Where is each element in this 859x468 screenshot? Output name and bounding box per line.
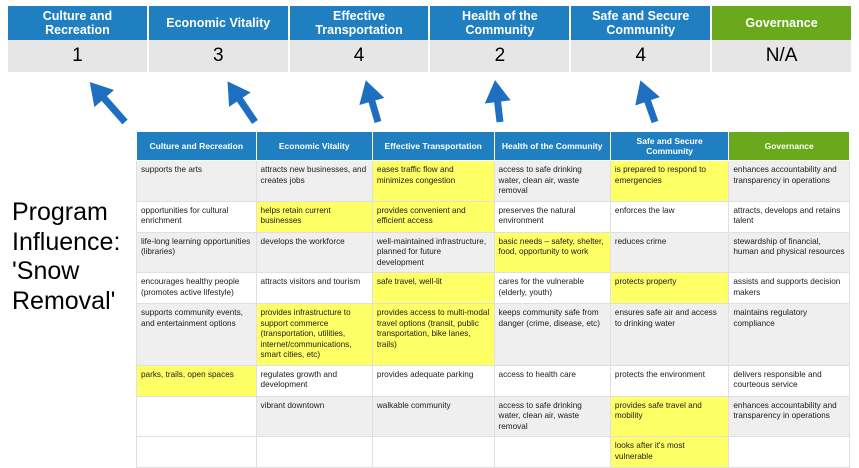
matrix-cell-r1-c1: helps retain current businesses [256,201,372,232]
scorecard-header-2: Effective Transportation [290,6,431,40]
upward-arrow-head-4 [482,78,510,103]
matrix-cell-r1-c2: provides convenient and efficient access [372,201,494,232]
scorecard-header-0: Culture and Recreation [8,6,149,40]
matrix-col-header-4: Safe and Secure Community [610,132,728,161]
matrix-col-header-2: Effective Transportation [372,132,494,161]
scorecard-score-3: 2 [430,40,571,72]
matrix-header-row [137,132,850,161]
matrix-cell-r2-c4: reduces crime [610,232,728,273]
matrix-head [137,132,850,161]
matrix-cell-r2-c2: well-maintained infrastructure, planned for future development [372,232,494,273]
matrix-cell-r4-c3: keeps community safe from danger (crime, disease, etc) [494,304,610,366]
outcomes-matrix [136,131,850,468]
matrix-cell-r0-c3: access to safe drinking water, clean air, waste removal [494,161,610,202]
matrix-cell-r4-c0: supports community events, and entertainment options [137,304,257,366]
matrix-cell-r1-c4: enforces the law [610,201,728,232]
table-row [137,437,850,468]
matrix-cell-r4-c1: provides infrastructure to support commerce (transportation, utilities, internet/communications, smart cities, etc) [256,304,372,366]
matrix-cell-r3-c4: protects property [610,273,728,304]
matrix-cell-r6-c0 [137,396,257,437]
matrix-cell-r5-c3: access to health care [494,365,610,396]
matrix-cell-r2-c0: life-long learning opportunities (libraries) [137,232,257,273]
matrix-cell-r5-c4: protects the environment [610,365,728,396]
matrix-col-header-3: Health of the Community [494,132,610,161]
table-row [137,304,850,366]
matrix-cell-r7-c4: looks after it's most vulnerable [610,437,728,468]
matrix-col-header-1: Economic Vitality [256,132,372,161]
scorecard-score-4: 4 [571,40,712,72]
matrix-cell-r0-c2: eases traffic flow and minimizes congestion [372,161,494,202]
matrix-cell-r2-c3: basic needs – safety, shelter, food, opportunity to work [494,232,610,273]
scorecard-score-row [8,40,851,72]
scorecard-header-3: Health of the Community [430,6,571,40]
matrix-cell-r3-c5: assists and supports decision makers [729,273,850,304]
matrix-cell-r2-c5: stewardship of financial, human and physical resources [729,232,850,273]
matrix-cell-r6-c4: provides safe travel and mobility [610,396,728,437]
scorecard-header-row [8,6,851,40]
matrix-cell-r0-c0: supports the arts [137,161,257,202]
scorecard-header-1: Economic Vitality [149,6,290,40]
matrix-cell-r5-c0: parks, trails, open spaces [137,365,257,396]
matrix-cell-r5-c5: delivers responsible and courteous service [729,365,850,396]
matrix-cell-r3-c2: safe travel, well-lit [372,273,494,304]
scorecard-score-5: N/A [765,45,798,66]
matrix-cell-r1-c0: opportunities for cultural enrichment [137,201,257,232]
matrix-cell-r6-c2: walkable community [372,396,494,437]
scorecard-strip [8,6,851,72]
matrix-cell-r3-c3: cares for the vulnerable (elderly, youth) [494,273,610,304]
matrix-cell-r7-c5 [729,437,850,468]
matrix-col-header-0: Culture and Recreation [137,132,257,161]
arrow-layer [0,72,859,132]
upward-arrow-head-5 [628,76,660,105]
table-row [137,396,850,437]
matrix-cell-r1-c5: attracts, develops and retains talent [729,201,850,232]
upward-arrow-head-3 [353,77,384,105]
matrix-cell-r4-c2: provides access to multi-modal travel options (transit, public transportation, bike lanes, trails) [372,304,494,366]
scorecard-score-2: 4 [290,40,431,72]
outcomes-table [136,131,850,468]
matrix-cell-r3-c0: encourages healthy people (promotes active lifestyle) [137,273,257,304]
matrix-cell-r7-c0 [137,437,257,468]
matrix-cell-r7-c2 [372,437,494,468]
matrix-cell-r0-c5: enhances accountability and transparency in operations [729,161,850,202]
matrix-cell-r6-c3: access to safe drinking water, clean air, waste removal [494,396,610,437]
scorecard-score-1: 3 [149,40,290,72]
scorecard-score-0: 1 [8,40,149,72]
matrix-cell-r5-c1: regulates growth and development [256,365,372,396]
matrix-cell-r6-c1: vibrant downtown [256,396,372,437]
matrix-cell-r4-c4: ensures safe air and access to drinking water [610,304,728,366]
matrix-cell-r0-c1: attracts new businesses, and creates jobs [256,161,372,202]
matrix-cell-r5-c2: provides adequate parking [372,365,494,396]
scorecard-header-4: Safe and Secure Community [571,6,712,40]
table-row [137,365,850,396]
program-influence-caption: Program Influence: 'Snow Removal' [12,198,121,315]
matrix-cell-r7-c3 [494,437,610,468]
matrix-body [137,161,850,468]
scorecard-header-5: Governance [712,6,851,40]
matrix-cell-r6-c5: enhances accountability and transparency in operations [729,396,850,437]
table-row [137,273,850,304]
matrix-col-header-5: Governance [729,132,850,161]
matrix-cell-r1-c3: preserves the natural environment [494,201,610,232]
matrix-cell-r0-c4: is prepared to respond to emergencies [610,161,728,202]
matrix-cell-r4-c5: maintains regulatory compliance [729,304,850,366]
matrix-cell-r3-c1: attracts visitors and tourism [256,273,372,304]
table-row [137,232,850,273]
matrix-cell-r7-c1 [256,437,372,468]
table-row [137,201,850,232]
table-row [137,161,850,202]
matrix-cell-r2-c1: develops the workforce [256,232,372,273]
